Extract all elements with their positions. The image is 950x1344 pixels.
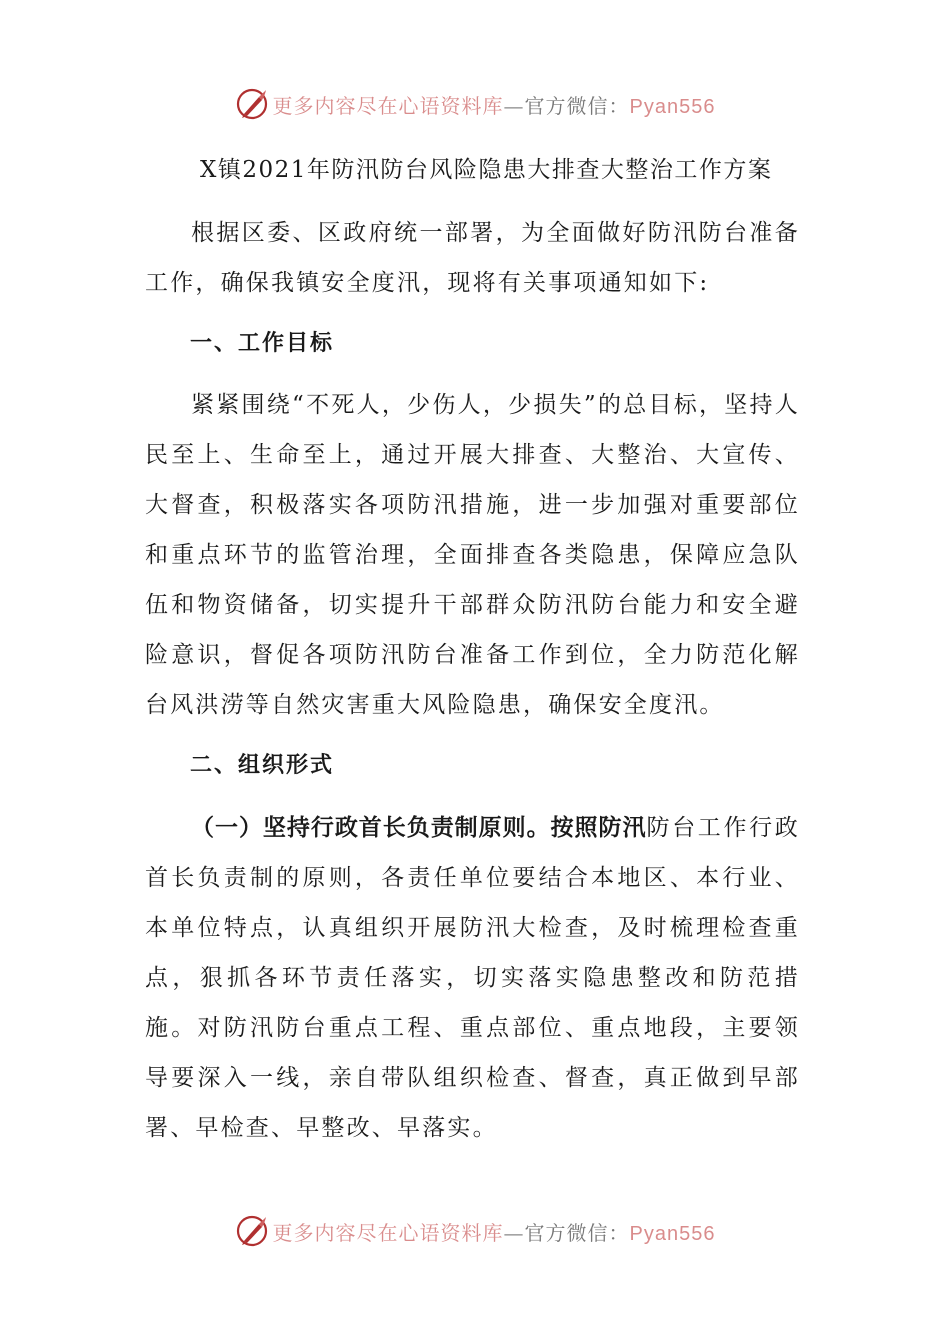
document-title: X镇2021年防汛防台风险隐患大排查大整治工作方案: [200, 157, 773, 183]
watermark-brand: 更多内容尽在心语资料库: [272, 93, 504, 118]
watermark-dash: —: [503, 1220, 525, 1245]
section-body-goals: 紧紧围绕“不死人，少伤人，少损失”的总目标，坚持人民至上、生命至上，通过开展大排查、大整治、大宣传、大督查，积极落实各项防汛措施，进一步加强对重要部位和重点环节的监管治理，全面排查各类隐患，保障应急队伍和物资储备，切实提升干部群众防汛防台能力和安全避险意识，督促各项防汛防台准备工作到位，全力防范化解台风洪涝等自然灾害重大风险隐患，确保安全度汛。: [145, 392, 800, 718]
watermark-text: [273, 1217, 716, 1246]
watermark-dash: —: [503, 93, 525, 118]
watermark-header: [0, 84, 950, 124]
intro-paragraph: 根据区委、区政府统一部署，为全面做好防汛防台准备工作，确保我镇安全度汛，现将有关事项通知如下:: [145, 220, 800, 296]
watermark-brand: 更多内容尽在心语资料库: [272, 1220, 504, 1245]
watermark-wechat-id: Pyan556: [629, 1222, 716, 1245]
watermark-wechat-id: Pyan556: [629, 95, 716, 118]
watermark-text: [273, 90, 716, 119]
watermark-wechat-label: 官方微信：: [524, 93, 630, 118]
quill-logo-icon: [235, 1214, 269, 1248]
watermark-footer: [0, 1211, 950, 1251]
section-heading-goals: 一、工作目标: [190, 331, 335, 356]
watermark-wechat-label: 官方微信：: [524, 1220, 630, 1245]
subsection-body: 防台工作行政首长负责制的原则，各责任单位要结合本地区、本行业、本单位特点，认真组织开展防汛大检查，及时梳理检查重点，狠抓各环节责任落实，切实落实隐患整改和防范措施。对防汛防台重点工程、重点部位、重点地段，主要领导要深入一线，亲自带队组织检查、督查，真正做到早部署、早检查、早整改、早落实。: [145, 815, 801, 1141]
section-heading-organization: 二、组织形式: [190, 753, 335, 778]
subsection-lead: （一）坚持行政首长负责制原则。按照防汛: [191, 815, 647, 841]
quill-logo-icon: [235, 87, 269, 121]
section-body-organization: [145, 803, 800, 1153]
